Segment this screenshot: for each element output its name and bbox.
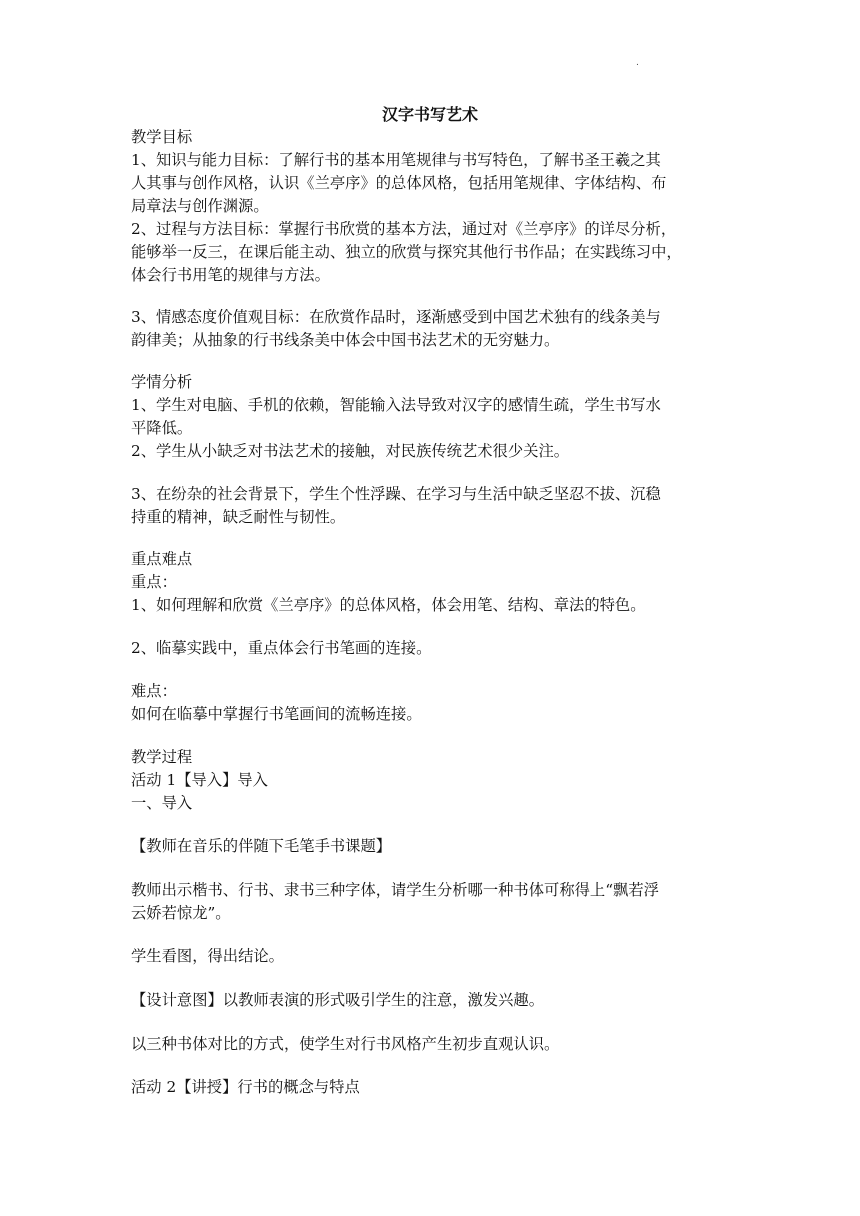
paragraph-line: 持重的精神，缺乏耐性与韧性。: [131, 508, 346, 526]
paragraph-line: 韵律美；从抽象的行书线条美中体会中国书法艺术的无穷魅力。: [131, 331, 560, 349]
paragraph-line: 云娇若惊龙”。: [131, 904, 231, 922]
paragraph-line: 3、在纷杂的社会背景下，学生个性浮躁、在学习与生活中缺乏坚忍不拔、沉稳: [131, 485, 661, 503]
corner-mark: .: [636, 58, 639, 68]
section-heading-student-analysis: 学情分析: [131, 373, 193, 391]
paragraph-line: 难点：: [131, 682, 177, 700]
paragraph-line: 活动 2【讲授】行书的概念与特点: [131, 1078, 360, 1096]
paragraph-line: 以三种书体对比的方式，使学生对行书风格产生初步直观认识。: [131, 1035, 560, 1053]
paragraph-line: 能够举一反三，在课后能主动、独立的欣赏与探究其他行书作品；在实践练习中，: [131, 243, 682, 261]
paragraph-line: 1、学生对电脑、手机的依赖，智能输入法导致对汉字的感情生疏，学生书写水: [131, 396, 661, 414]
section-heading-teaching-process: 教学过程: [131, 748, 193, 766]
paragraph-line: 人其事与创作风格，认识《兰亭序》的总体风格，包括用笔规律、字体结构、布: [131, 174, 667, 192]
paragraph-line: 平降低。: [131, 419, 193, 437]
section-heading-key-points: 重点难点: [131, 550, 193, 568]
paragraph-line: 学生看图，得出结论。: [131, 947, 284, 965]
paragraph-line: 【设计意图】以教师表演的形式吸引学生的注意，激发兴趣。: [131, 991, 545, 1009]
paragraph-line: 2、学生从小缺乏对书法艺术的接触，对民族传统艺术很少关注。: [131, 442, 570, 460]
paragraph-line: 2、过程与方法目标：掌握行书欣赏的基本方法，通过对《兰亭序》的详尽分析，: [131, 220, 677, 238]
paragraph-line: 活动 1【导入】导入: [131, 771, 268, 789]
paragraph-line: 2、临摹实践中，重点体会行书笔画的连接。: [131, 639, 432, 657]
paragraph-line: 一、导入: [131, 794, 193, 812]
paragraph-line: 重点：: [131, 573, 177, 591]
paragraph-line: 体会行书用笔的规律与方法。: [131, 266, 330, 284]
paragraph-line: 【教师在音乐的伴随下毛笔手书课题】: [131, 837, 392, 855]
paragraph-line: 如何在临摹中掌握行书笔画间的流畅连接。: [131, 705, 422, 723]
document-title: 汉字书写艺术: [381, 105, 478, 124]
paragraph-line: 3、情感态度价值观目标：在欣赏作品时，逐渐感受到中国艺术独有的线条美与: [131, 308, 661, 326]
paragraph-line: 1、如何理解和欣赏《兰亭序》的总体风格，体会用笔、结构、章法的特色。: [131, 596, 646, 614]
section-heading-teaching-goals: 教学目标: [131, 128, 193, 146]
paragraph-line: 局章法与创作渊源。: [131, 197, 269, 215]
paragraph-line: 教师出示楷书、行书、隶书三种字体，请学生分析哪一种书体可称得上“飘若浮: [131, 881, 659, 899]
paragraph-line: 1、知识与能力目标：了解行书的基本用笔规律与书写特色，了解书圣王羲之其: [131, 151, 661, 169]
